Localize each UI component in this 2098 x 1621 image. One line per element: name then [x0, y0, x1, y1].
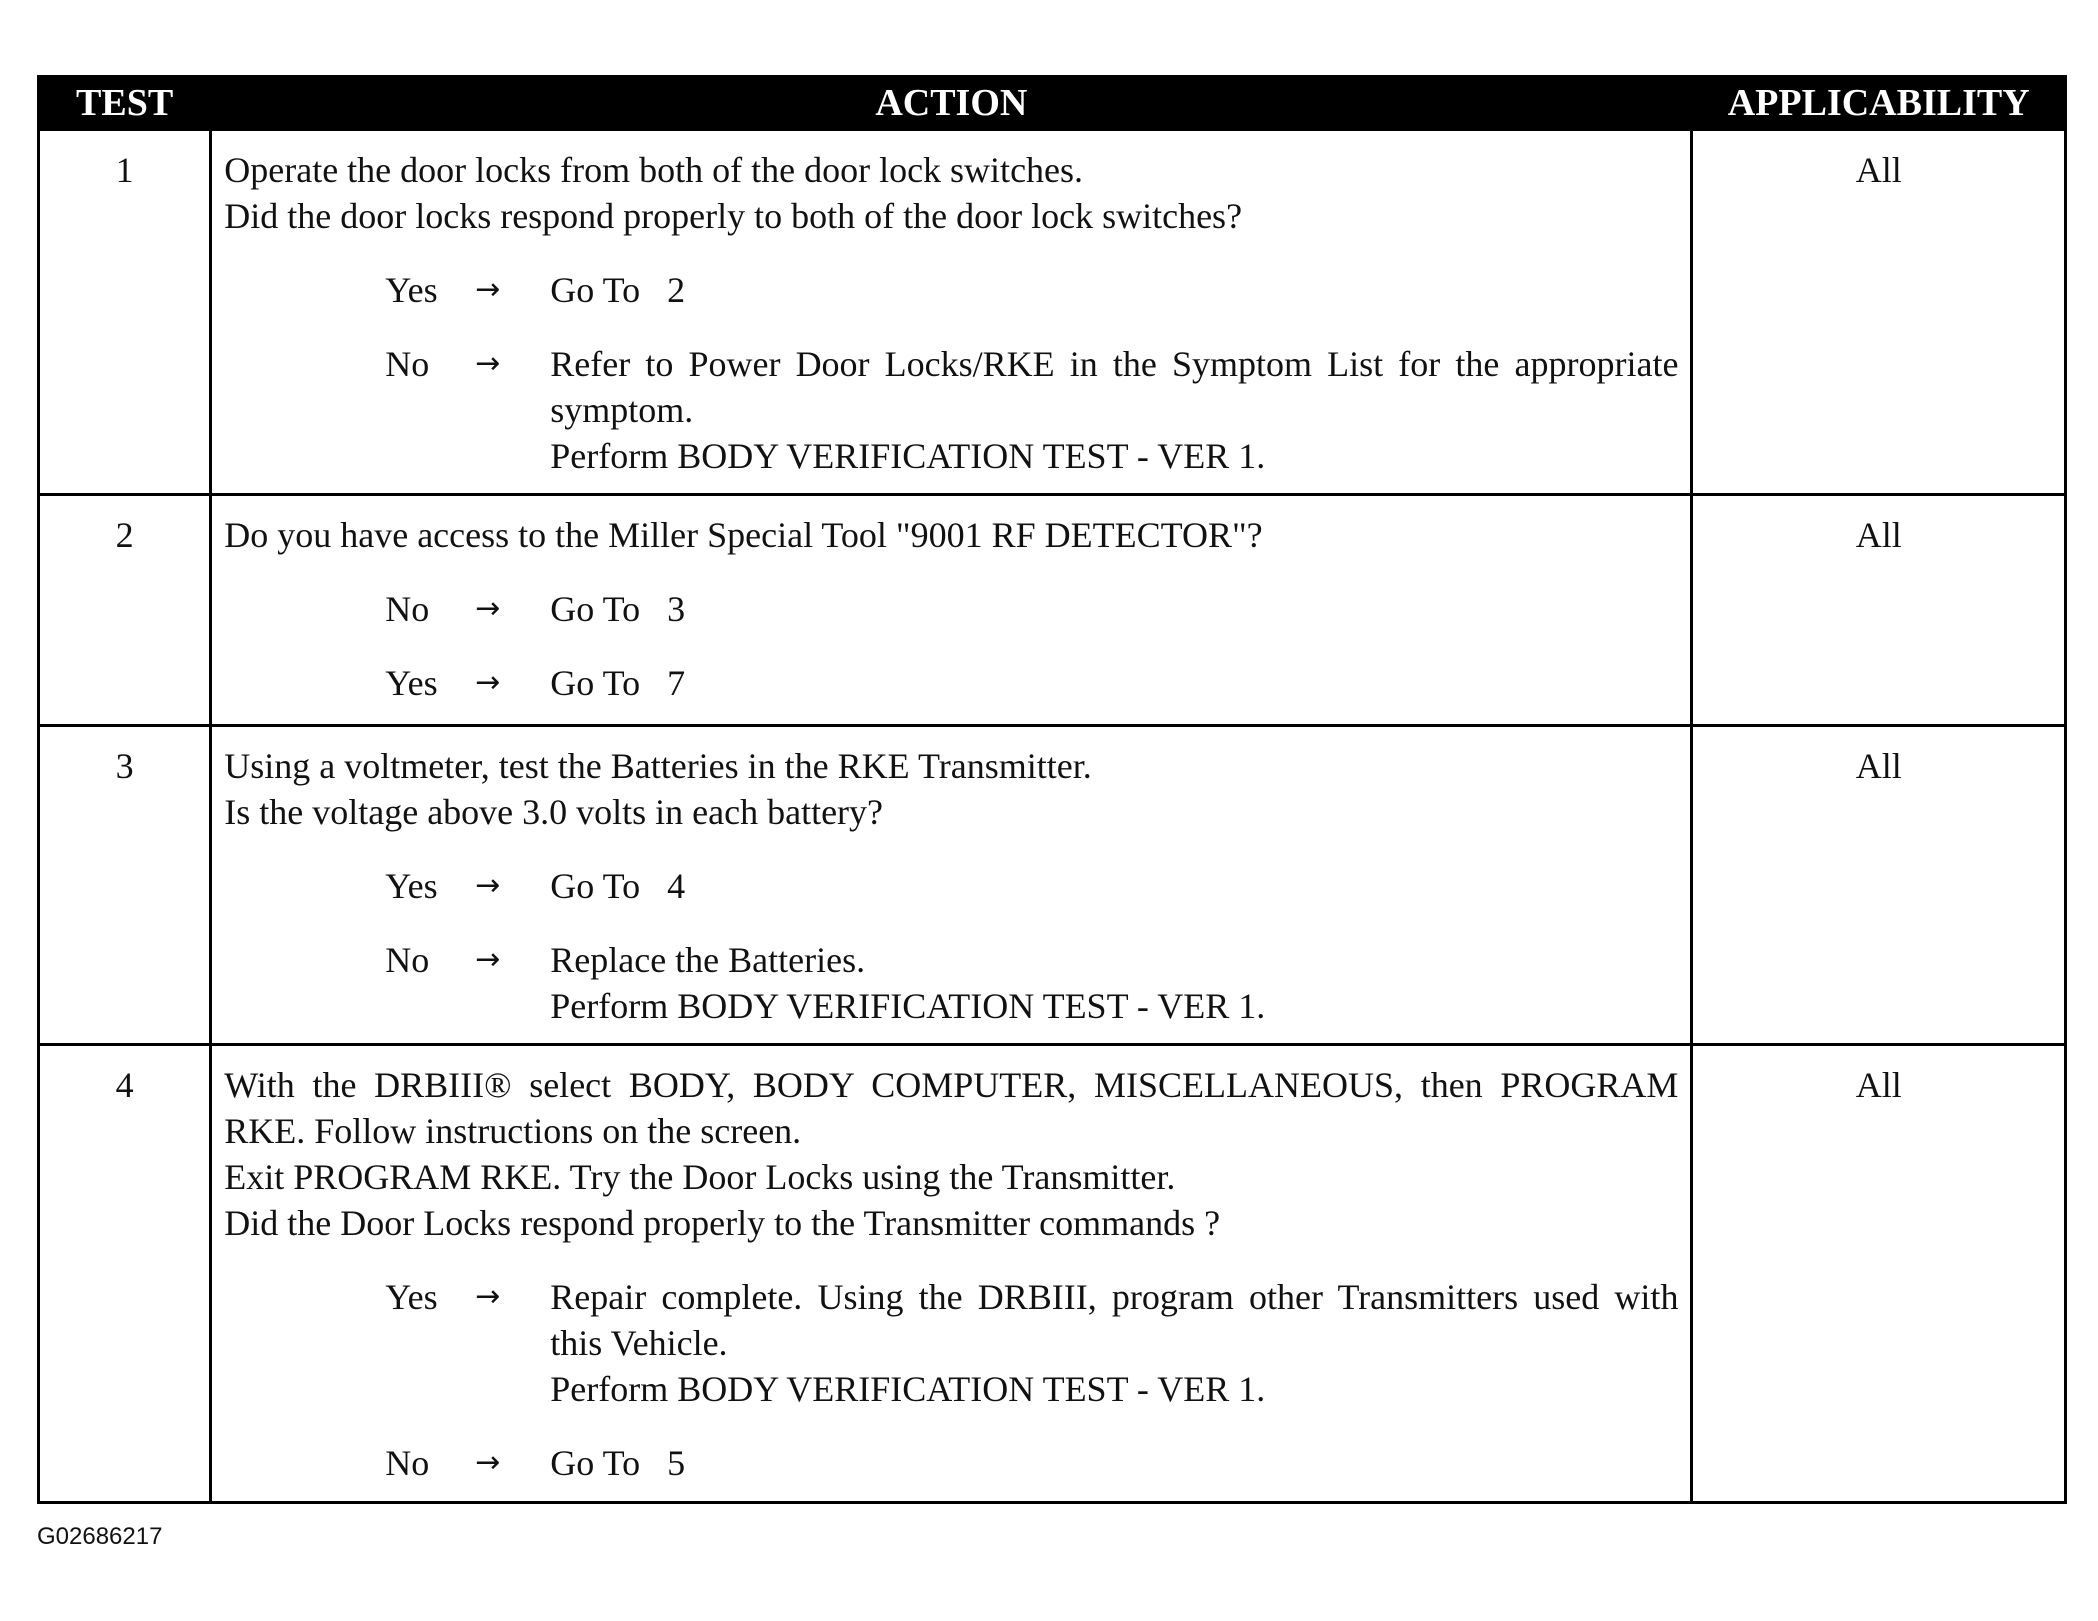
action-prompt: Operate the door locks from both of the door lock switches.: [224, 150, 1084, 190]
header-action: ACTION: [211, 77, 1692, 130]
response-yes: [224, 267, 1678, 313]
response-no: [224, 937, 1678, 1029]
response-text: [550, 1440, 1678, 1486]
response-list: [224, 1274, 1678, 1486]
action-prompt: Using a voltmeter, test the Batteries in the RKE Transmitter.: [224, 746, 1092, 786]
response-text: [550, 341, 1678, 479]
arrow-right-icon: →: [475, 665, 501, 700]
response-line: Repair complete. Using the DRBIII, program other Transmitters used with this Vehicle.: [550, 1277, 1679, 1363]
response-label: Yes: [385, 663, 438, 703]
response-text: [550, 863, 1678, 909]
response-label: No: [385, 344, 430, 384]
response-text: [550, 660, 1678, 706]
arrow-right-icon: →: [475, 1279, 501, 1314]
response-text: [550, 937, 1678, 1029]
arrow-right-icon: →: [475, 1445, 501, 1480]
response-line: Go To 4: [550, 866, 686, 906]
response-yes: [224, 1274, 1678, 1412]
response-label: No: [385, 589, 430, 629]
response-no: [224, 586, 1678, 632]
response-line: Perform BODY VERIFICATION TEST - VER 1.: [550, 1369, 1266, 1409]
applicability-value: All: [1692, 130, 2066, 495]
response-line: Perform BODY VERIFICATION TEST - VER 1.: [550, 986, 1266, 1026]
response-text: [550, 267, 1678, 313]
response-line: Go To 2: [550, 270, 686, 310]
response-text: [550, 586, 1678, 632]
header-applicability: APPLICABILITY: [1692, 77, 2066, 130]
action-prompt: Exit PROGRAM RKE. Try the Door Locks using the Transmitter.: [224, 1157, 1176, 1197]
response-no: [224, 1440, 1678, 1486]
header-test: TEST: [39, 77, 211, 130]
response-list: [224, 863, 1678, 1029]
arrow-right-icon: →: [475, 591, 501, 626]
test-number: 4: [39, 1045, 211, 1503]
response-line: Go To 5: [550, 1443, 686, 1483]
response-line: Perform BODY VERIFICATION TEST - VER 1.: [550, 436, 1266, 476]
response-yes: [224, 863, 1678, 909]
action-cell: [211, 726, 1692, 1045]
response-label: Yes: [385, 866, 438, 906]
response-yes: [224, 660, 1678, 706]
arrow-right-icon: →: [475, 346, 501, 381]
response-line: Replace the Batteries.: [550, 940, 866, 980]
test-number: 3: [39, 726, 211, 1045]
action-prompt: Is the voltage above 3.0 volts in each battery?: [224, 792, 884, 832]
response-line: Go To 3: [550, 589, 686, 629]
action-prompt: Did the door locks respond properly to both of the door lock switches?: [224, 196, 1243, 236]
applicability-value: All: [1692, 495, 2066, 726]
response-no: [224, 341, 1678, 479]
table-header-row: [39, 77, 2066, 130]
response-line: Go To 7: [550, 663, 686, 703]
response-label: Yes: [385, 1277, 438, 1317]
action-cell: [211, 1045, 1692, 1503]
test-number: 1: [39, 130, 211, 495]
applicability-value: All: [1692, 726, 2066, 1045]
arrow-right-icon: →: [475, 868, 501, 903]
response-text: [550, 1274, 1678, 1412]
table-row: [39, 726, 2066, 1045]
response-line: Refer to Power Door Locks/RKE in the Symptom List for the appropriate symptom.: [550, 344, 1679, 430]
action-cell: [211, 495, 1692, 726]
response-label: Yes: [385, 270, 438, 310]
action-prompt: With the DRBIII® select BODY, BODY COMPUTER, MISCELLANEOUS, then PROGRAM RKE. Follow instructions on the screen.: [224, 1065, 1679, 1151]
arrow-right-icon: →: [475, 272, 501, 307]
figure-id: G02686217: [37, 1523, 163, 1550]
arrow-right-icon: →: [475, 942, 501, 977]
diagnostic-test-table: [37, 75, 2067, 1504]
action-cell: [211, 130, 1692, 495]
table-row: [39, 495, 2066, 726]
response-label: No: [385, 1443, 430, 1483]
response-list: [224, 586, 1678, 706]
table-row: [39, 130, 2066, 495]
test-number: 2: [39, 495, 211, 726]
action-prompt: Did the Door Locks respond properly to the Transmitter commands ?: [224, 1203, 1221, 1243]
applicability-value: All: [1692, 1045, 2066, 1503]
response-list: [224, 267, 1678, 479]
table-row: [39, 1045, 2066, 1503]
action-prompt: Do you have access to the Miller Special Tool "9001 RF DETECTOR"?: [224, 515, 1263, 555]
response-label: No: [385, 940, 430, 980]
